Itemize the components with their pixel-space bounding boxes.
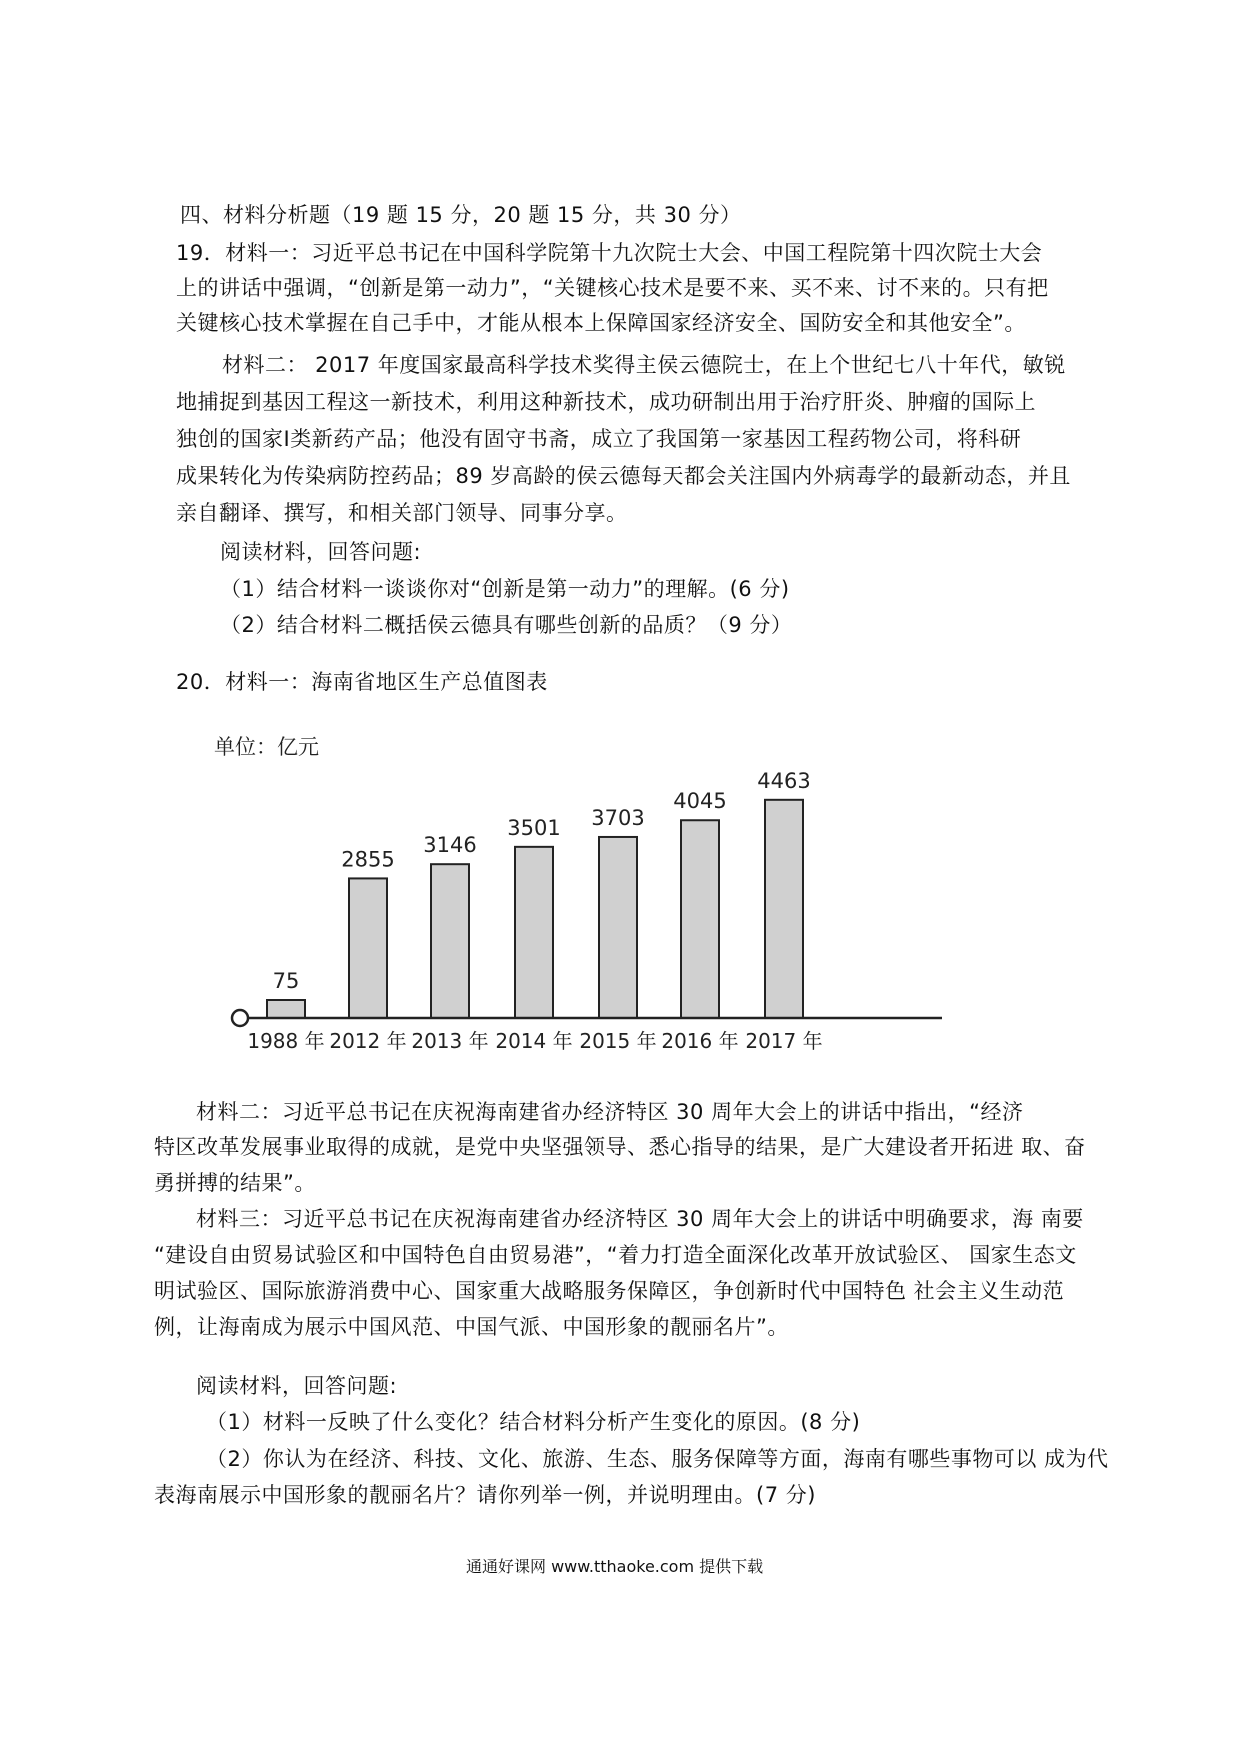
- q19-line-2: 上的讲话中强调，“创新是第一动力”，“关键核心技术是要不来、买不来、讨不来的。只有把: [176, 276, 1049, 300]
- q20-read-prompt: 阅读材料，回答问题:: [196, 1374, 398, 1398]
- q19-question-2: （2）结合材料二概括侯云德具有哪些创新的品质？（9 分）: [220, 613, 793, 637]
- q20-material-3-line-1: 材料三：习近平总书记在庆祝海南建省办经济特区 30 周年大会上的讲话中明确要求，海 南要: [196, 1207, 1084, 1231]
- bar-value-label-5: 4045: [673, 789, 727, 814]
- q19-line-3: 关键核心技术掌握在自己手中，才能从根本上保障国家经济安全、国防安全和其他安全”。: [176, 311, 1026, 335]
- gdp-bar-chart: [200, 720, 960, 1070]
- q19-read-prompt: 阅读材料，回答问题:: [220, 540, 422, 564]
- category-label-4: 2015 年: [579, 1029, 657, 1053]
- q20-material-3-line-3: 明试验区、国际旅游消费中心、国家重大战略服务保障区，争创新时代中国特色 社会主义生动范: [154, 1279, 1065, 1303]
- bar-value-label-0: 75: [272, 969, 300, 993]
- page-footer: 通通好课网 www.tthaoke.com 提供下载: [466, 1557, 764, 1576]
- q20-material-3-line-2: “建设自由贸易试验区和中国特色自由贸易港”，“着力打造全面深化改革开放试验区、 国家生态文: [154, 1243, 1077, 1267]
- category-label-1: 2012 年: [329, 1029, 407, 1053]
- q20-question-2-line-2: 表海南展示中国形象的靓丽名片？请你列举一例，并说明理由。(7 分): [154, 1483, 816, 1507]
- bar-value-label-3: 3501: [507, 815, 561, 840]
- bar-value-label-1: 2855: [341, 847, 395, 872]
- q19-material-2-line-1: 材料二： 2017 年度国家最高科学技术奖得主侯云德院士，在上个世纪七八十年代，敏锐: [222, 353, 1066, 377]
- bar-3: [515, 847, 553, 1018]
- category-label-3: 2014 年: [495, 1029, 573, 1053]
- q20-material-2-line-3: 勇拼搏的结果”。: [154, 1171, 316, 1195]
- q19-material-2-line-5: 亲自翻译、撰写，和相关部门领导、同事分享。: [176, 501, 628, 525]
- chart-unit-label: 单位：亿元: [214, 735, 319, 759]
- section-heading: 四、材料分析题（19 题 15 分，20 题 15 分，共 30 分）: [180, 203, 742, 227]
- bar-0: [267, 1000, 305, 1018]
- category-label-5: 2016 年: [661, 1029, 739, 1053]
- bar-value-label-4: 3703: [591, 805, 645, 830]
- q20-question-2-line-1: （2）你认为在经济、科技、文化、旅游、生态、服务保障等方面，海南有哪些事物可以 成为代: [206, 1447, 1109, 1471]
- category-label-0: 1988 年: [247, 1029, 325, 1053]
- chart-origin-marker: [232, 1010, 248, 1026]
- category-label-2: 2013 年: [411, 1029, 489, 1053]
- bar-6: [765, 800, 803, 1018]
- q20-material-2-line-2: 特区改革发展事业取得的成就，是党中央坚强领导、悉心指导的结果，是广大建设者开拓进 取、奋: [154, 1135, 1086, 1159]
- q19-material-2-line-3: 独创的国家Ⅰ类新药产品；他没有固守书斋，成立了我国第一家基因工程药物公司，将科研: [176, 427, 1022, 451]
- bar-value-label-2: 3146: [423, 833, 477, 858]
- q20-question-1: （1）材料一反映了什么变化？结合材料分析产生变化的原因。(8 分): [206, 1410, 861, 1434]
- q20-material-2-line-1: 材料二：习近平总书记在庆祝海南建省办经济特区 30 周年大会上的讲话中指出，“经济: [196, 1100, 1024, 1124]
- q19-question-1: （1）结合材料一谈谈你对“创新是第一动力”的理解。(6 分): [220, 577, 790, 601]
- q20-material-3-line-4: 例，让海南成为展示中国风范、中国气派、中国形象的靓丽名片”。: [154, 1315, 789, 1339]
- q20-material-1-title: 20．材料一：海南省地区生产总值图表: [176, 670, 548, 694]
- bar-1: [349, 878, 387, 1018]
- bar-2: [431, 864, 469, 1018]
- q19-material-2-line-4: 成果转化为传染病防控药品；89 岁高龄的侯云德每天都会关注国内外病毒学的最新动态，并且: [176, 464, 1071, 488]
- category-label-6: 2017 年: [745, 1029, 823, 1053]
- bar-value-label-6: 4463: [757, 768, 811, 793]
- bar-5: [681, 820, 719, 1018]
- q19-material-2-line-2: 地捕捉到基因工程这一新技术，利用这种新技术，成功研制出用于治疗肝炎、肿瘤的国际上: [176, 390, 1036, 414]
- bar-4: [599, 837, 637, 1018]
- q19-line-1: 19．材料一：习近平总书记在中国科学院第十九次院士大会、中国工程院第十四次院士大会: [176, 241, 1043, 265]
